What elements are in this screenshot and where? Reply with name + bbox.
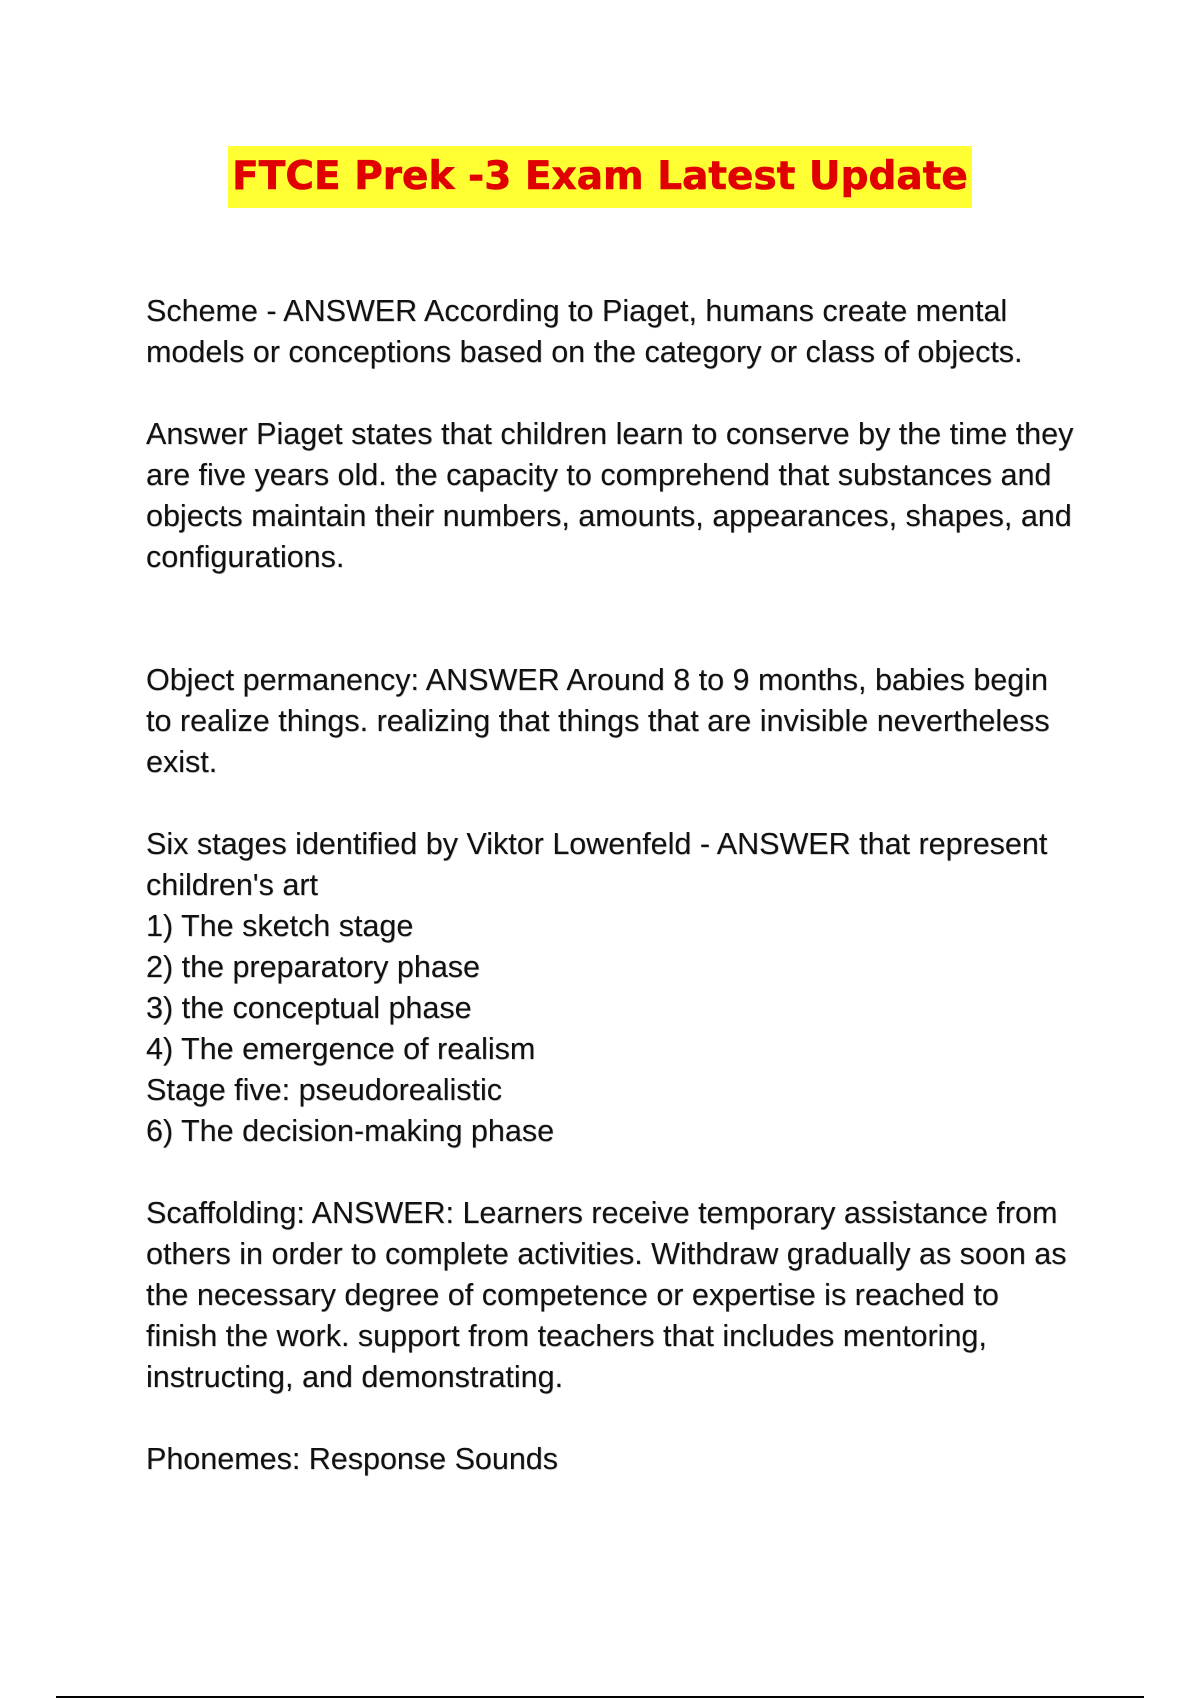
paragraph-spacer (146, 1152, 1076, 1193)
lowenfeld-stage-3: 3) the conceptual phase (146, 991, 472, 1025)
paragraph-spacer (146, 578, 1076, 660)
paragraph-spacer (146, 373, 1076, 414)
paragraph-conservation: Answer Piaget states that children learn to conserve by the time they are five years old. the capacity to comprehend that substances and objects maintain their numbers, amounts, appearances, shapes, and configurations. (146, 417, 1074, 574)
lowenfeld-stage-4: 4) The emergence of realism (146, 1032, 536, 1066)
title-banner (0, 146, 1200, 208)
document-title: FTCE Prek -3 Exam Latest Update (228, 146, 972, 208)
paragraph-scaffolding: Scaffolding: ANSWER: Learners receive temporary assistance from others in order to complete activities. Withdraw gradually as soon as the necessary degree of competence or expertise is reached to finish the work. support from teachers that includes mentoring, instructing, and demonstrating. (146, 1196, 1067, 1394)
paragraph-lowenfeld (146, 824, 1076, 1152)
paragraph-scheme: Scheme - ANSWER According to Piaget, humans create mental models or conceptions based on the category or class of objects. (146, 294, 1023, 369)
paragraph-phonemes: Phonemes: Response Sounds (146, 1442, 559, 1476)
lowenfeld-stage-2: 2) the preparatory phase (146, 950, 481, 984)
lowenfeld-intro: Six stages identified by Viktor Lowenfeld - ANSWER that represent children's art (146, 827, 1048, 902)
lowenfeld-stage-5: Stage five: pseudorealistic (146, 1073, 503, 1107)
footer-divider (56, 1696, 1144, 1698)
paragraph-spacer (146, 1398, 1076, 1439)
document-body (146, 291, 1076, 1480)
paragraph-spacer (146, 783, 1076, 824)
lowenfeld-stage-1: 1) The sketch stage (146, 909, 414, 943)
lowenfeld-stage-6: 6) The decision-making phase (146, 1114, 555, 1148)
paragraph-object-permanency: Object permanency: ANSWER Around 8 to 9 months, babies begin to realize things. realizing that things that are invisible nevertheless exist. (146, 663, 1050, 779)
